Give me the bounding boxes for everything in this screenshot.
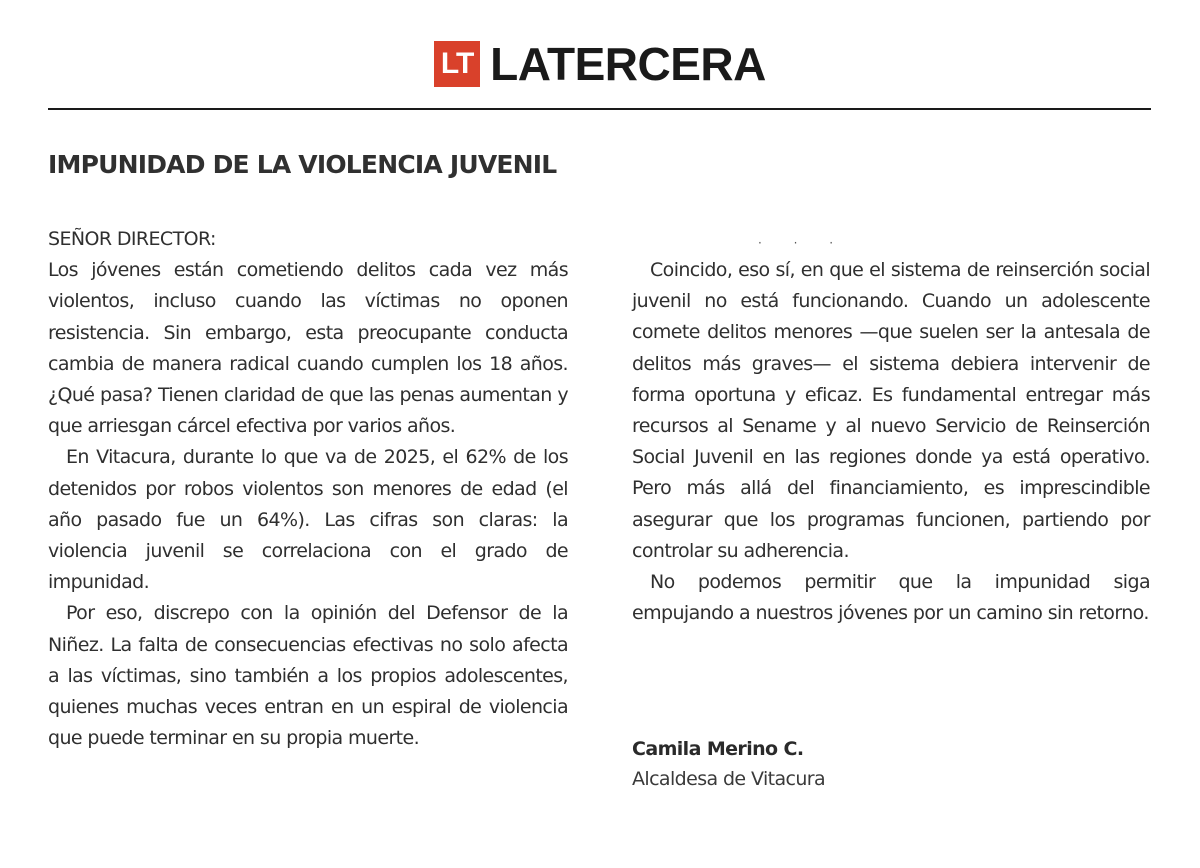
paragraph: En Vitacura, durante lo que va de 2025, el 62% de los detenidos por robos violentos son menores de edad (el año pasado fue un 64%). Las cifras son claras: la violencia juvenil se correlaciona con el grado de impunidad. bbox=[48, 446, 568, 594]
scan-artifact-dots: · · · bbox=[758, 236, 848, 250]
paragraph: Los jóvenes están cometiendo delitos cada vez más violentos, incluso cuando las víctimas no oponen resistencia. Sin embargo, esta preocupante conducta cambia de manera radical cuando cumplen los 18 años. ¿Qué pasa? Tienen claridad de que las penas aumentan y que arriesgan cárcel efectiva por varios años. bbox=[48, 259, 568, 438]
newspaper-logo-icon: LT bbox=[434, 41, 480, 87]
newspaper-name: LATERCERA bbox=[490, 38, 766, 90]
signature-block bbox=[632, 734, 825, 794]
paragraph: Por eso, discrepo con la opinión del Defensor de la Niñez. La falta de consecuencias efectivas no solo afecta a las víctimas, sino también a los propios adolescentes, quienes muchas veces entran en un espiral de violencia que puede terminar en su propia muerte. bbox=[48, 602, 568, 750]
salutation: SEÑOR DIRECTOR: bbox=[48, 228, 216, 250]
masthead bbox=[0, 38, 1200, 90]
header-divider bbox=[48, 108, 1151, 110]
author-name: Camila Merino C. bbox=[632, 738, 804, 760]
paragraph: No podemos permitir que la impunidad siga empujando a nuestros jóvenes por un camino sin retorno. bbox=[632, 571, 1150, 625]
page-title: IMPUNIDAD DE LA VIOLENCIA JUVENIL bbox=[48, 150, 557, 179]
letter-column-right bbox=[632, 255, 1150, 629]
paragraph: Coincido, eso sí, en que el sistema de reinserción social juvenil no está funcionando. Cuando un adolescente comete delitos menores —que suelen ser la antesala de delitos más graves— el sistema debiera intervenir de forma oportuna y eficaz. Es fundamental entregar más recursos al Sename y al nuevo Servicio de Reinserción Social Juvenil en las regiones donde ya está operativo. Pero más allá del financiamiento, es imprescindible asegurar que los programas funcionen, partiendo por controlar su adherencia. bbox=[632, 259, 1150, 562]
letter-column-left bbox=[48, 224, 568, 754]
author-title: Alcaldesa de Vitacura bbox=[632, 768, 826, 790]
